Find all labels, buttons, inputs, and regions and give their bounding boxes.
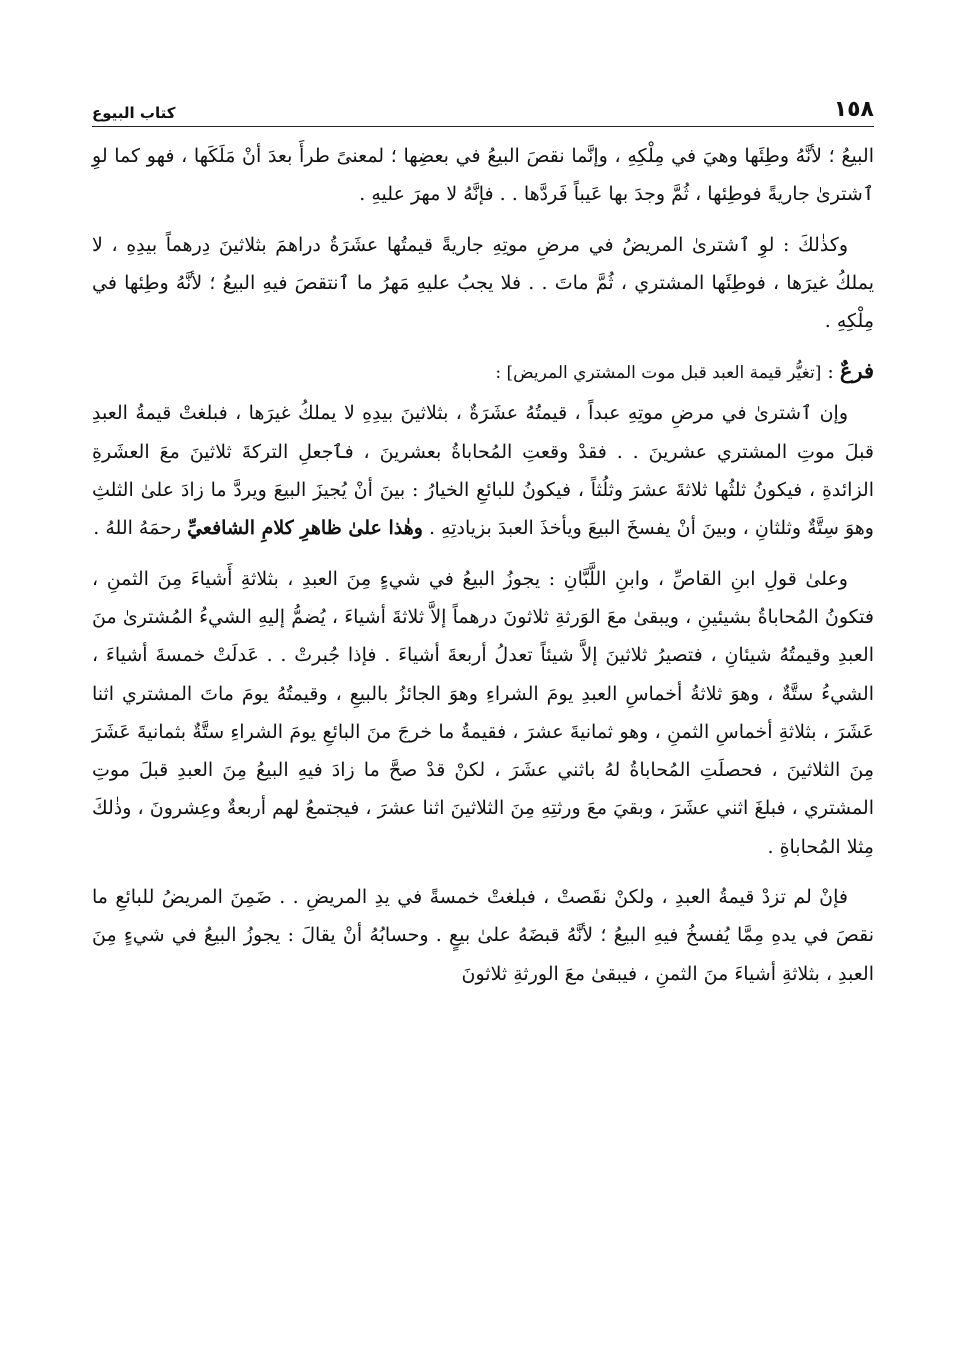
paragraph-continuation: البيعُ ؛ لأنَّهُ وطِئَها وهيَ في مِلْكِهِ ، وإنَّما نقصَ البيعُ في بعضِها ؛ لمعنىً طرأَ بعدَ أنْ مَلَكَها ، فهو كما لوِ ٱشترىٰ جاريةً فوطِئها ، ثُمَّ وجدَ بها عَيباً فَردَّها . . فإنَّهُ لا مهرَ عليهِ . xyxy=(92,145,874,206)
section-heading-separator: : xyxy=(821,361,840,384)
paragraph-wakadhalik: وكذٰلكَ : لوِ ٱشترىٰ المريضُ في مرضِ موتِهِ جاريةً قيمتُها عشَرَةُ دراهمَ بثلاثينَ دِرهماً بيدِهِ ، لا يملكُ غيرَها ، فوطِئَها المشتري ، ثُمَّ ماتَ . . فلا يجبُ عليهِ مَهرُ ما ٱنتقصَ فيهِ البيعُ ؛ لأنَّهُ وطِئها في مِلْكِهِ . xyxy=(92,233,874,333)
bold-phrase: وهٰذا علىٰ ظاهرِ كلامِ الشافعيِّ xyxy=(187,517,423,540)
book-page xyxy=(92,92,874,1005)
running-header xyxy=(92,92,874,127)
page-number: ١٥٨ xyxy=(833,97,874,122)
section-heading-label: فرعٌ xyxy=(839,358,874,384)
paragraph-ibn-al-qass: وعلىٰ قولِ ابنِ القاصِّ ، وابنِ اللَّبَّانِ : يجوزُ البيعُ في شيءٍ مِنَ العبدِ ، بثلاثةِ أَشياءَ مِنَ الثمنِ ، فتكونُ المُحاباةُ بشيئينِ ، ويبقىٰ معَ الوَرثةِ ثلاثونَ درهماً إلاَّ ثلاثةَ أشياءَ ، يُضمُّ إليهِ الشيءُ المُشترىٰ منَ العبدِ وقيمتُهُ شيئانِ ، فتصيرُ ثلاثينَ إلاَّ شيئاً تعدلُ أربعةَ أشياءَ . فإذا جُبرتْ . . عَدلَتْ خمسةَ أشياءَ ، الشيءُ ستَّةٌ ، وهوَ ثلاثةُ أخماسِ العبدِ يومَ الشراءِ وهوَ الجائزُ بالبيعِ ، وقيمتُهُ يومَ ماتَ المشتري اثنا عَشَرَ ، بثلاثةِ أخماسِ الثمنِ ، وهو ثمانيةَ عشرَ ، فقيمةُ ما خرجَ منَ البائعِ يومَ الشراءِ ستَّةٌ بثمانيةَ عَشَرَ مِنَ الثلاثينَ ، فحصلَتِ المُحاباةُ لهُ باثني عشَرَ ، لكنْ قدْ صحَّ ما زادَ فيهِ البيعُ مِنَ العبدِ قبلَ موتِ المشتري ، فبلغَ اثني عشَرَ ، وبقيَ معَ ورثتِهِ مِنَ الثلاثينَ اثنا عشرَ ، فيجتمعُ لهم أربعةٌ وعِشرونَ ، وذٰلكَ مِثلا المُحاباةِ . xyxy=(92,567,874,858)
paragraph-text: وإن ٱشترىٰ في مرضِ موتِهِ عبداً ، قيمتُهُ عشَرَةٌ ، بثلاثينَ بيدِهِ لا يملكُ غيرَها ، فبلغتْ قيمةُ العبدِ قبلَ موتِ المشتري عشرينَ . . فقدْ وقعتِ المُحاباةُ بعشرينَ ، فٱجعلِ التركةَ ثلاثينَ معَ العشَرةِ الزائدةِ ، فيكونُ ثلثُها ثلاثةَ عشرَ وثلُثاً ، فيكونُ للبائعِ الخيارُ : بينَ أنْ يُجيزَ البيعَ ويردَّ ما زادَ علىٰ الثلثِ وهوَ سِتَّةٌ وثلثانِ ، وبينَ أنْ يفسخَ البيعَ ويأخذَ العبدَ بزيادتِهِ . xyxy=(92,402,874,540)
book-title: كتاب البيوع xyxy=(92,104,176,122)
section-heading xyxy=(92,352,874,392)
section-heading-title: [تغيُّر قيمة العبد قبل موت المشتري المريض] : xyxy=(495,363,822,384)
paragraph-text-end: رحمَهُ اللهُ . xyxy=(93,517,182,540)
paragraph-purchase-in-illness xyxy=(92,394,874,547)
paragraph-value-decreased: فإنْ لم تزدْ قيمةُ العبدِ ، ولكنْ نقَصتْ ، فبلغتْ خمسةً في يدِ المريضِ . . ضَمِنَ المريضُ للبائعِ ما نقصَ في يدهِ مِمَّا يُفسخُ فيهِ البيعُ ؛ لأنَّهُ قبضَهُ علىٰ بيعٍ . وحسابُهُ أنْ يقالَ : يجوزُ البيعُ في شيءٍ مِنَ العبدِ ، بثلاثةِ أشياءَ منَ الثمنِ ، فيبقىٰ معَ الورثةِ ثلاثونَ xyxy=(92,886,874,985)
body-text xyxy=(92,137,874,993)
